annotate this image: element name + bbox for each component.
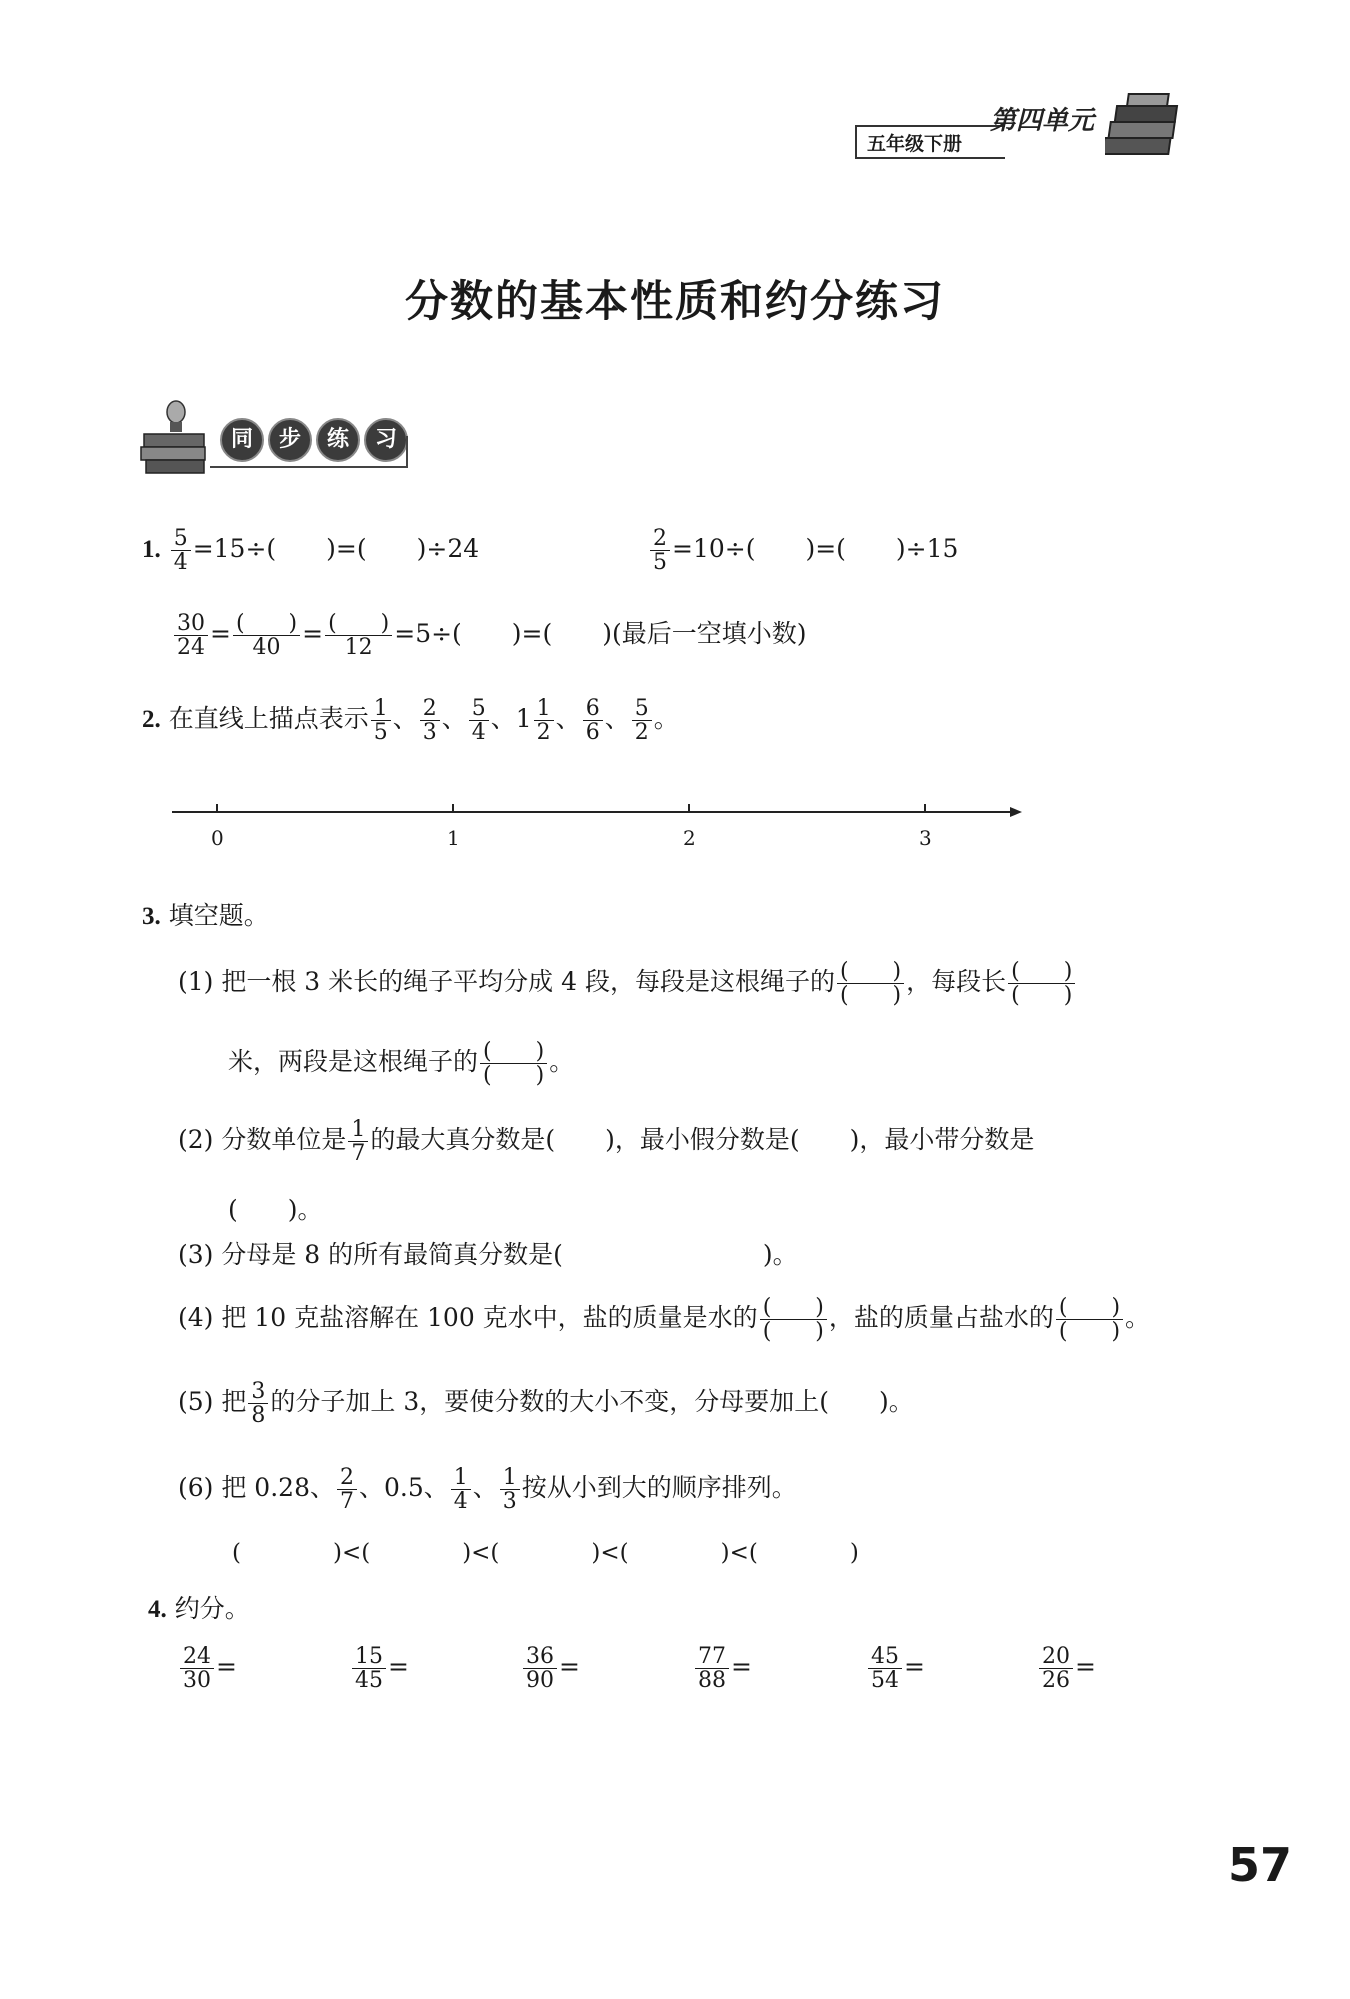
q4-number: 4.: [148, 1596, 167, 1623]
q1-line-c: $\frac{30}{24}$ = $\frac{( )}{40}$ = $\frac{( )}{12}$ =5÷( )=( )(最后一空填小数): [172, 612, 807, 659]
fraction: $\frac{1}{4}$: [451, 1466, 471, 1513]
q3-title: 填空题。: [168, 901, 269, 930]
q1-number: 1.: [142, 536, 161, 564]
q3-p5: (5) 把 $\frac{3}{8}$ 的分子加上 3，要使分数的大小不变，分母要加上( )。: [178, 1379, 914, 1429]
grade-label: 五年级下册: [855, 125, 1005, 159]
fraction-blank[interactable]: $\frac{( )}{( )}$: [760, 1296, 827, 1343]
q2-number: 2.: [142, 706, 161, 734]
section-heading: [220, 418, 412, 462]
fraction-blank[interactable]: $\frac{( )}{12}$: [325, 612, 392, 659]
fraction: $\frac{5}{4}$: [469, 697, 489, 744]
q3-p6-order[interactable]: ( )<( )<( )<( )<( ): [232, 1540, 859, 1566]
fraction: $\frac{15}{45}$: [352, 1645, 386, 1692]
fraction: $\frac{2}{5}$: [650, 527, 670, 574]
fraction-blank[interactable]: $\frac{( )}{( )}$: [480, 1040, 547, 1087]
page-title: 分数的基本性质和约分练习: [405, 277, 945, 327]
section-char: 练: [316, 418, 360, 462]
q3-p6: (6) 把 0.28、 $\frac{2}{7}$ 、0.5、 $\frac{1}{4}$ 、 $\frac{1}{3}$ 按从小到大的顺序排列。: [178, 1465, 797, 1515]
axis-label: 3: [919, 826, 932, 850]
q2-line: 2. 在直线上描点表示 $\frac{1}{5}$ 、 $\frac{2}{3}$ 、 $\frac{5}{4}$ 、1 $\frac{1}{2}$ 、 $\frac{6}{6}$ 、 $\frac{5}{2}$ 。: [142, 696, 679, 746]
q1-line-a: [142, 527, 479, 574]
fraction: $\frac{20}{26}$: [1039, 1645, 1073, 1692]
section-char: 同: [220, 418, 264, 462]
mixed-whole: 1: [515, 704, 532, 734]
q3-p1-line1: (1) 把一根 3 米长的绳子平均分成 4 段，每段是这根绳子的 $\frac{( )}{( )}$ ，每段长 $\frac{( )}{( )}$: [178, 960, 1077, 1007]
fraction-blank[interactable]: $\frac{( )}{( )}$: [1056, 1296, 1123, 1343]
lamp-books-icon: [138, 398, 210, 478]
axis-label: 0: [211, 826, 224, 850]
q4-item[interactable]: $\frac{24}{30}$ =: [178, 1645, 237, 1692]
q1-a-expression: =15÷( )=( )÷24: [192, 534, 480, 564]
q3-p1-line2: 米，两段是这根绳子的 $\frac{( )}{( )}$ 。: [228, 1039, 575, 1089]
fraction: $\frac{2}{7}$: [337, 1466, 357, 1513]
q1-c-tail: =5÷( )=( )(最后一空填小数): [394, 619, 807, 649]
fraction: $\frac{5}{2}$: [632, 697, 652, 744]
q3-p2-line1: (2) 分数单位是 $\frac{1}{7}$ 的最大真分数是( )，最小假分数是( )，最小带分数是: [178, 1117, 1035, 1167]
fraction: $\frac{3}{8}$: [248, 1380, 268, 1427]
unit-label: 第四单元: [990, 106, 1095, 136]
fraction: $\frac{1}{5}$: [371, 697, 391, 744]
fraction: $\frac{24}{30}$: [180, 1645, 214, 1692]
section-underline: [210, 466, 408, 468]
q3-p3: (3) 分母是 8 的所有最简真分数是( )。: [178, 1240, 798, 1269]
q4-heading: [148, 1596, 250, 1622]
q3-number: 3.: [142, 903, 161, 930]
q3-heading: [142, 903, 269, 929]
fraction-blank[interactable]: $\frac{( )}{( )}$: [837, 960, 904, 1007]
fraction: $\frac{1}{7}$: [348, 1118, 368, 1165]
q4-item[interactable]: $\frac{15}{45}$ =: [350, 1645, 409, 1692]
fraction-blank[interactable]: $\frac{( )}{40}$: [233, 612, 300, 659]
q3-p2-line2: ( )。: [228, 1195, 323, 1224]
q1-b-expression: =10÷( )=( )÷15: [672, 534, 959, 564]
section-underline-tick: [406, 436, 408, 467]
number-line[interactable]: [170, 800, 1030, 860]
fraction: $\frac{30}{24}$: [174, 612, 208, 659]
fraction: $\frac{6}{6}$: [583, 697, 603, 744]
section-char: 步: [268, 418, 312, 462]
q4-item[interactable]: $\frac{20}{26}$ =: [1037, 1645, 1096, 1692]
q4-item[interactable]: $\frac{36}{90}$ =: [521, 1645, 580, 1692]
fraction: $\frac{2}{3}$: [420, 697, 440, 744]
q4-title: 约分。: [174, 1594, 250, 1623]
fraction: $\frac{1}{2}$: [534, 697, 554, 744]
axis-label: 2: [683, 826, 696, 850]
section-char: 习: [364, 418, 408, 462]
fraction: $\frac{45}{54}$: [868, 1645, 902, 1692]
fraction: $\frac{36}{90}$: [523, 1645, 557, 1692]
fraction: $\frac{5}{4}$: [171, 527, 191, 574]
fraction-blank[interactable]: $\frac{( )}{( )}$: [1008, 960, 1075, 1007]
axis-label: 1: [447, 826, 460, 850]
q3-p4: (4) 把 10 克盐溶解在 100 克水中，盐的质量是水的 $\frac{( )}{( )}$ ，盐的质量占盐水的 $\frac{( )}{( )}$ 。: [178, 1295, 1151, 1345]
q4-item[interactable]: $\frac{77}{88}$ =: [693, 1645, 752, 1692]
page-number: 57: [1227, 1838, 1292, 1892]
fraction: $\frac{77}{88}$: [695, 1645, 729, 1692]
q1-line-b: [648, 527, 958, 574]
books-icon: [1105, 92, 1187, 164]
fraction: $\frac{1}{3}$: [500, 1466, 520, 1513]
q4-item[interactable]: $\frac{45}{54}$ =: [866, 1645, 925, 1692]
q2-text: 在直线上描点表示: [168, 704, 369, 734]
